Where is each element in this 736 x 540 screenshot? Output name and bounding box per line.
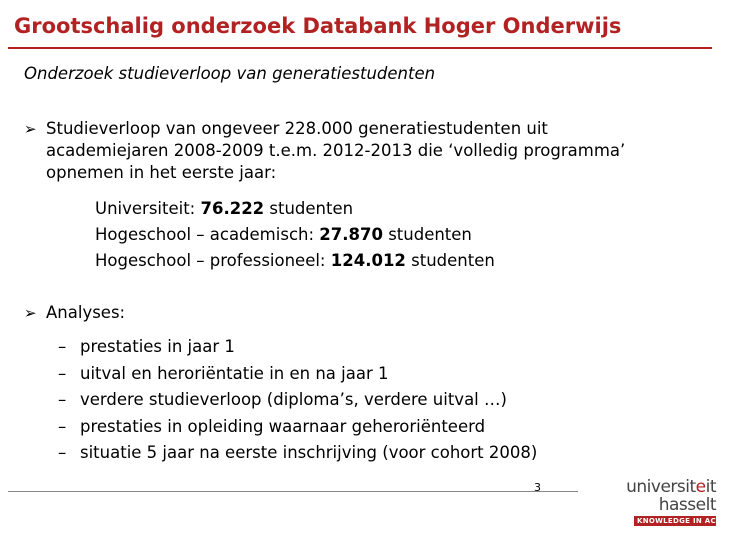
logo-tagline: KNOWLEDGE IN ACTION xyxy=(634,516,716,526)
stat-value: 76.222 xyxy=(200,199,265,218)
slide-title: Grootschalig onderzoek Databank Hoger Onderwijs xyxy=(14,14,622,38)
student-counts xyxy=(95,196,495,274)
analyses-list xyxy=(58,334,537,467)
list-item xyxy=(58,334,537,361)
stat-suffix: studenten xyxy=(264,199,354,218)
dash-bullet: – xyxy=(58,337,67,356)
stat-value: 27.870 xyxy=(319,225,383,244)
bullet1-line1: Studieverloop van ongeveer 228.000 generatiestudenten uit xyxy=(46,119,548,138)
bullet-study-progress xyxy=(24,118,706,184)
stat-row-hogeschool-academisch xyxy=(95,222,495,248)
stat-label: Hogeschool – academisch: xyxy=(95,225,320,244)
logo-line1: universiteit xyxy=(626,477,716,497)
analysis-text: prestaties in opleiding waarnaar geheroriënteerd xyxy=(80,416,486,436)
dash-bullet: – xyxy=(58,390,67,409)
arrow-bullet-icon: ➢ xyxy=(24,120,37,138)
stat-row-hogeschool-professioneel xyxy=(95,248,495,274)
dash-bullet: – xyxy=(58,416,67,436)
stat-label: Universiteit: xyxy=(95,199,201,218)
stat-label: Hogeschool – professioneel: xyxy=(95,251,331,270)
analysis-text: situatie 5 jaar na eerste inschrijving (voor cohort 2008) xyxy=(80,443,538,462)
page-number: 3 xyxy=(534,481,541,494)
logo-line2: hasselt xyxy=(658,495,716,515)
university-logo xyxy=(612,477,736,534)
stat-value: 124.012 xyxy=(330,251,406,270)
arrow-bullet-icon: ➢ xyxy=(24,304,37,322)
bullet1-line3: opnemen in het eerste jaar: xyxy=(46,163,277,182)
bullet1-line2: academiejaren 2008-2009 t.e.m. 2012-2013 die ‘volledig programma’ xyxy=(46,141,626,160)
dash-bullet: – xyxy=(58,443,67,462)
title-divider xyxy=(8,47,712,49)
slide-subtitle: Onderzoek studieverloop van generatiestudenten xyxy=(24,64,436,83)
analysis-text: prestaties in jaar 1 xyxy=(80,337,235,356)
stat-row-universiteit xyxy=(95,196,495,222)
analysis-text: verdere studieverloop (diploma’s, verdere uitval …) xyxy=(80,390,507,409)
analysis-text: uitval en heroriëntatie in en na jaar 1 xyxy=(80,363,389,383)
bullet-analyses xyxy=(24,302,706,324)
footer-divider xyxy=(8,491,578,492)
dash-bullet: – xyxy=(58,363,67,383)
list-item xyxy=(58,387,537,414)
bullet2-text: Analyses: xyxy=(46,303,126,322)
list-item xyxy=(58,414,537,441)
list-item xyxy=(58,361,537,388)
stat-suffix: studenten xyxy=(405,251,495,270)
stat-suffix: studenten xyxy=(382,225,472,244)
list-item xyxy=(58,440,537,467)
